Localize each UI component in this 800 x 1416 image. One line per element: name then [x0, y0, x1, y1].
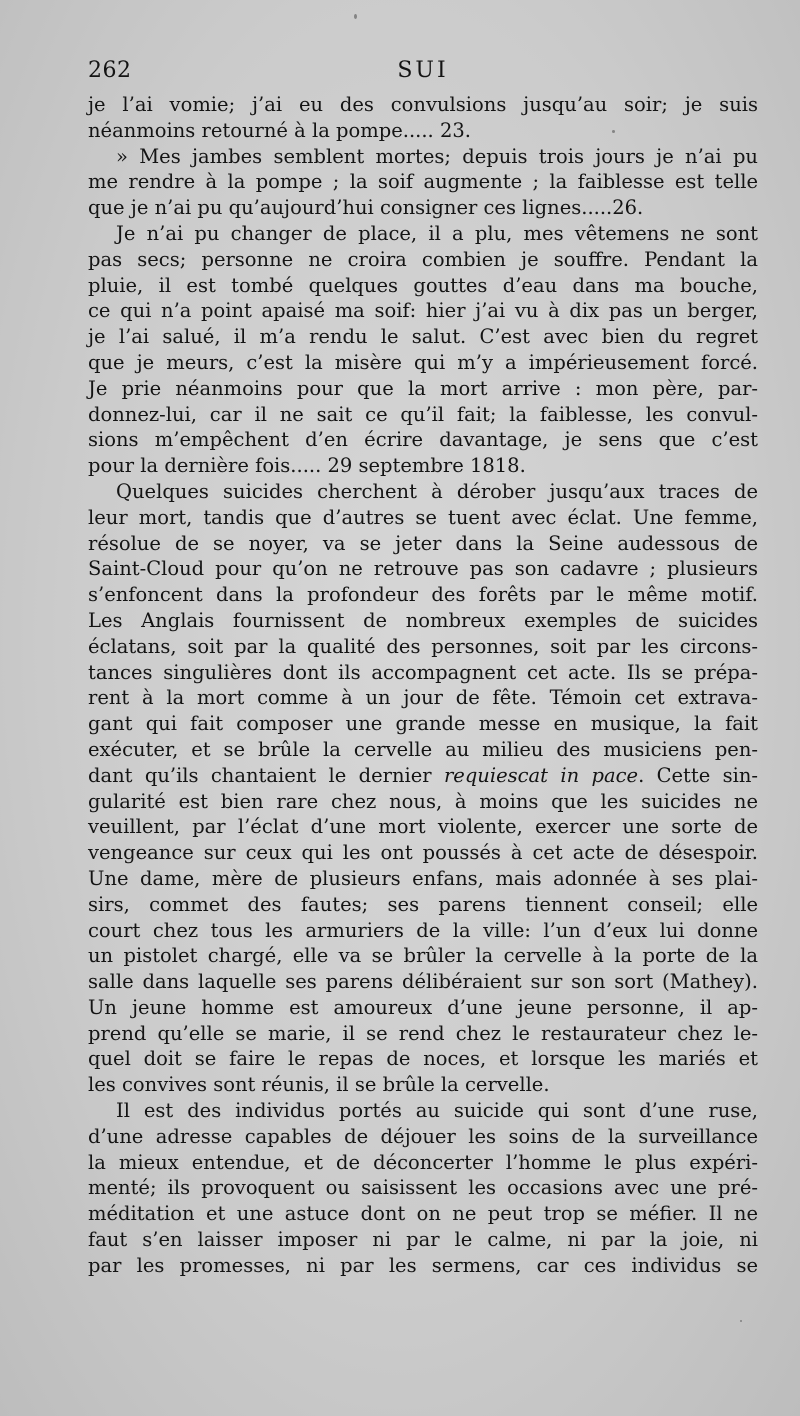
- text-line: Je n’ai pu changer de place, il a plu, mes vêtemens ne sont: [116, 221, 758, 245]
- page-header: [88, 58, 758, 88]
- text-line: quel doit se faire le repas de noces, et lorsque les mariés et: [88, 1047, 758, 1071]
- text-line: la mieux entendue, et de déconcerter l’homme le plus expéri-: [88, 1150, 758, 1174]
- text-line: méditation et une astuce dont on ne peut trop se méfier. Il ne: [88, 1202, 758, 1226]
- text-line: Saint-Cloud pour qu’on ne retrouve pas son cadavre ; plusieurs: [88, 557, 758, 581]
- text-line: pour la dernière fois..... 29 septembre 1818.: [88, 454, 526, 478]
- paper-speck: [612, 130, 615, 133]
- running-head: SUI: [397, 58, 449, 83]
- text-line: néanmoins retourné à la pompe..... 23.: [88, 118, 471, 142]
- text-line: pluie, il est tombé quelques gouttes d’eau dans ma bouche,: [88, 273, 758, 297]
- text-line: les convives sont réunis, il se brûle la cervelle.: [88, 1073, 550, 1097]
- text-line: un pistolet chargé, elle va se brûler la cervelle à la porte de la: [88, 944, 758, 968]
- text-line: par les promesses, ni par les sermens, car ces individus se: [88, 1253, 758, 1277]
- text-line: je l’ai vomie; j’ai eu des convulsions jusqu’au soir; je suis: [88, 93, 758, 116]
- text-line: je l’ai salué, il m’a rendu le salut. C’est avec bien du regret: [88, 325, 758, 349]
- text-line: menté; ils provoquent ou saisissent les occasions avec une pré-: [88, 1176, 758, 1200]
- text-line: leur mort, tandis que d’autres se tuent avec éclat. Une femme,: [88, 505, 758, 529]
- paper-speck: [740, 1320, 742, 1322]
- text-line: dant qu’ils chantaient le dernier requiescat in pace. Cette sin-: [88, 763, 758, 787]
- text-line: Un jeune homme est amoureux d’une jeune personne, il ap-: [88, 995, 758, 1019]
- text-line: résolue de se noyer, va se jeter dans la Seine audessous de: [88, 531, 758, 555]
- text-line: Je prie néanmoins pour que la mort arrive : mon père, par-: [88, 376, 758, 400]
- text-line: vengeance sur ceux qui les ont poussés à cet acte de désespoir.: [88, 841, 758, 865]
- text-line: » Mes jambes semblent mortes; depuis trois jours je n’ai pu: [116, 144, 758, 168]
- text-line: prend qu’elle se marie, il se rend chez le restaurateur chez le-: [88, 1021, 758, 1045]
- text-line: Les Anglais fournissent de nombreux exemples de suicides: [88, 608, 758, 632]
- text-line: Il est des individus portés au suicide qui sont d’une ruse,: [116, 1099, 758, 1123]
- body-text: [88, 92, 758, 1279]
- text-line: gularité est bien rare chez nous, à moins que les suicides ne: [88, 789, 758, 813]
- text-line: que je meurs, c’est la misère qui m’y a impérieusement forcé.: [88, 350, 758, 374]
- text-line: court chez tous les armuriers de la ville: l’un d’eux lui donne: [88, 918, 758, 942]
- text-line: veuillent, par l’éclat d’une mort violente, exercer une sorte de: [88, 815, 758, 839]
- text-line: Quelques suicides cherchent à dérober jusqu’aux traces de: [116, 479, 758, 503]
- text-line: sions m’empêchent d’en écrire davantage, je sens que c’est: [88, 428, 758, 452]
- text-line: d’une adresse capables de déjouer les soins de la surveillance: [88, 1124, 758, 1148]
- text-line: que je n’ai pu qu’aujourd’hui consigner ces lignes.....26.: [88, 196, 644, 220]
- text-line: donnez-lui, car il ne sait ce qu’il fait; la faiblesse, les convul-: [88, 402, 758, 426]
- text-line: gant qui fait composer une grande messe en musique, la fait: [88, 712, 758, 736]
- text-line: pas secs; personne ne croira combien je souffre. Pendant la: [88, 247, 758, 271]
- text-line: me rendre à la pompe ; la soif augmente ; la faiblesse est telle: [88, 170, 758, 194]
- text-line: Une dame, mère de plusieurs enfans, mais adonnée à ses plai-: [88, 866, 758, 890]
- text-line: éclatans, soit par la qualité des personnes, soit par les circons-: [88, 634, 758, 658]
- text-line: salle dans laquelle ses parens délibéraient sur son sort (Mathey).: [88, 970, 758, 994]
- text-line: faut s’en laisser imposer ni par le calme, ni par la joie, ni: [88, 1228, 758, 1252]
- text-line: ce qui n’a point apaisé ma soif: hier j’ai vu à dix pas un berger,: [88, 299, 758, 323]
- text-line: s’enfoncent dans la profondeur des forêts par le même motif.: [88, 583, 758, 607]
- text-line: sirs, commet des fautes; ses parens tiennent conseil; elle: [88, 892, 758, 916]
- text-line: rent à la mort comme à un jour de fête. Témoin cet extrava-: [88, 686, 758, 710]
- text-line: tances singulières dont ils accompagnent cet acte. Ils se prépa-: [88, 660, 758, 684]
- paper-speck: [354, 14, 357, 19]
- page-number: 262: [88, 58, 132, 83]
- text-line: exécuter, et se brûle la cervelle au milieu des musiciens pen-: [88, 737, 758, 761]
